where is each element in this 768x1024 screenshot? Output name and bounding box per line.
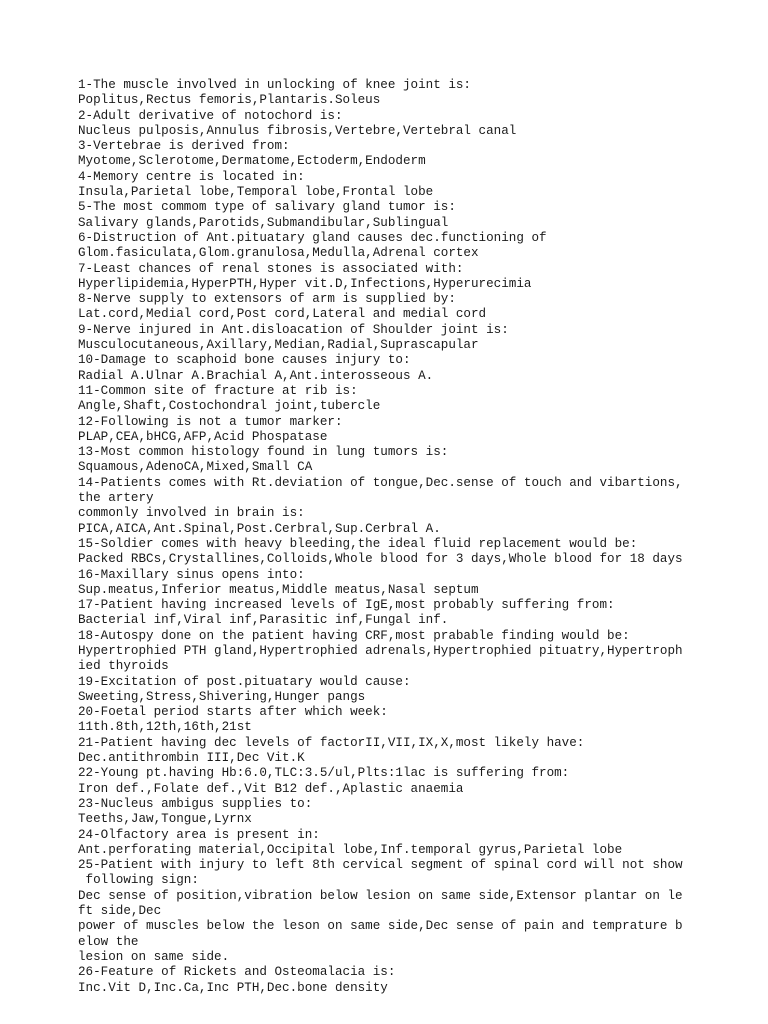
text-line: 21-Patient having dec levels of factorII,VII,IX,X,most likely have:: [78, 735, 585, 750]
text-line: ft side,Dec: [78, 904, 162, 919]
text-line: 3-Vertebrae is derived from:: [78, 139, 290, 154]
text-line: Packed RBCs,Crystallines,Colloids,Whole blood for 3 days,Whole blood for 18 days: [78, 552, 683, 567]
text-line: Squamous,AdenoCA,Mixed,Small CA: [78, 460, 313, 475]
text-line: Bacterial inf,Viral inf,Parasitic inf,Fungal inf.: [78, 613, 449, 628]
text-line: 10-Damage to scaphoid bone causes injury to:: [78, 353, 411, 368]
text-line: 15-Soldier comes with heavy bleeding,the ideal fluid replacement would be:: [78, 536, 638, 551]
text-line: 1-The muscle involved in unlocking of knee joint is:: [78, 78, 471, 92]
text-line: 14-Patients comes with Rt.deviation of tongue,Dec.sense of touch and vibartions,: [78, 475, 683, 490]
text-line: Radial A.Ulnar A.Brachial A,Ant.interosseous A.: [78, 368, 434, 383]
text-line: the artery: [78, 491, 154, 506]
text-line: PICA,AICA,Ant.Spinal,Post.Cerbral,Sup.Cerbral A.: [78, 521, 441, 536]
text-line: Salivary glands,Parotids,Submandibular,Sublingual: [78, 215, 449, 230]
text-line: 20-Foetal period starts after which week:: [78, 705, 388, 720]
text-line: Myotome,Sclerotome,Dermatome,Ectoderm,Endoderm: [78, 154, 426, 169]
text-line: 11-Common site of fracture at rib is:: [78, 383, 358, 398]
text-line: 2-Adult derivative of notochord is:: [78, 108, 343, 123]
text-line: 5-The most commom type of salivary gland tumor is:: [78, 200, 456, 215]
text-line: Hypertrophied PTH gland,Hypertrophied adrenals,Hypertrophied pituatry,Hypertroph: [78, 643, 683, 658]
text-line: 23-Nucleus ambigus supplies to:: [78, 796, 313, 811]
text-line: 19-Excitation of post.pituatary would cause:: [78, 674, 411, 689]
text-line: Iron def.,Folate def.,Vit B12 def.,Aplastic anaemia: [78, 781, 464, 796]
text-line: 9-Nerve injured in Ant.disloacation of Shoulder joint is:: [78, 322, 509, 337]
text-line: Hyperlipidemia,HyperPTH,Hyper vit.D,Infections,Hyperurecimia: [78, 276, 532, 291]
text-line: PLAP,CEA,bHCG,AFP,Acid Phospatase: [78, 429, 328, 444]
text-line: Sup.meatus,Inferior meatus,Middle meatus,Nasal septum: [78, 582, 479, 597]
text-line: commonly involved in brain is:: [78, 506, 305, 521]
text-line: 11th.8th,12th,16th,21st: [78, 720, 252, 735]
text-line: 6-Distruction of Ant.pituatary gland causes dec.functioning of: [78, 230, 547, 245]
text-line: 24-Olfactory area is present in:: [78, 827, 320, 842]
text-line: Nucleus pulposis,Annulus fibrosis,Vertebre,Vertebral canal: [78, 123, 517, 138]
text-line: Dec sense of position,vibration below lesion on same side,Extensor plantar on le: [78, 888, 683, 903]
text-line: Ant.perforating material,Occipital lobe,Inf.temporal gyrus,Parietal lobe: [78, 842, 623, 857]
text-line: Insula,Parietal lobe,Temporal lobe,Frontal lobe: [78, 185, 434, 200]
text-line: Sweeting,Stress,Shivering,Hunger pangs: [78, 689, 366, 704]
text-line: ied thyroids: [78, 659, 169, 674]
text-line: Teeths,Jaw,Tongue,Lyrnx: [78, 812, 252, 827]
text-line: 12-Following is not a tumor marker:: [78, 414, 343, 429]
text-line: 8-Nerve supply to extensors of arm is supplied by:: [78, 292, 456, 307]
text-line: 7-Least chances of renal stones is associated with:: [78, 261, 464, 276]
text-line: 25-Patient with injury to left 8th cervical segment of spinal cord will not show: [78, 858, 683, 873]
text-line: 4-Memory centre is located in:: [78, 169, 305, 184]
text-line: following sign:: [78, 873, 199, 888]
text-line: 13-Most common histology found in lung tumors is:: [78, 445, 449, 460]
text-line: 16-Maxillary sinus opens into:: [78, 567, 305, 582]
text-line: Poplitus,Rectus femoris,Plantaris.Soleus: [78, 93, 381, 108]
text-line: elow the: [78, 934, 139, 949]
text-line: 17-Patient having increased levels of IgE,most probably suffering from:: [78, 598, 615, 613]
question-text-block: [78, 78, 718, 996]
text-line: power of muscles below the leson on same side,Dec sense of pain and temprature b: [78, 919, 683, 934]
text-line: lesion on same side.: [78, 949, 230, 964]
text-line: Glom.fasiculata,Glom.granulosa,Medulla,Adrenal cortex: [78, 246, 479, 261]
text-line: 18-Autospy done on the patient having CRF,most prabable finding would be:: [78, 628, 630, 643]
text-line: Angle,Shaft,Costochondral joint,tubercle: [78, 399, 381, 414]
text-line: 22-Young pt.having Hb:6.0,TLC:3.5/ul,Plts:1lac is suffering from:: [78, 766, 570, 781]
text-line: Lat.cord,Medial cord,Post cord,Lateral and medial cord: [78, 307, 487, 322]
text-line: 26-Feature of Rickets and Osteomalacia is:: [78, 965, 396, 980]
text-line: Musculocutaneous,Axillary,Median,Radial,Suprascapular: [78, 338, 479, 353]
text-line: Inc.Vit D,Inc.Ca,Inc PTH,Dec.bone density: [78, 980, 388, 995]
text-line: Dec.antithrombin III,Dec Vit.K: [78, 751, 305, 766]
